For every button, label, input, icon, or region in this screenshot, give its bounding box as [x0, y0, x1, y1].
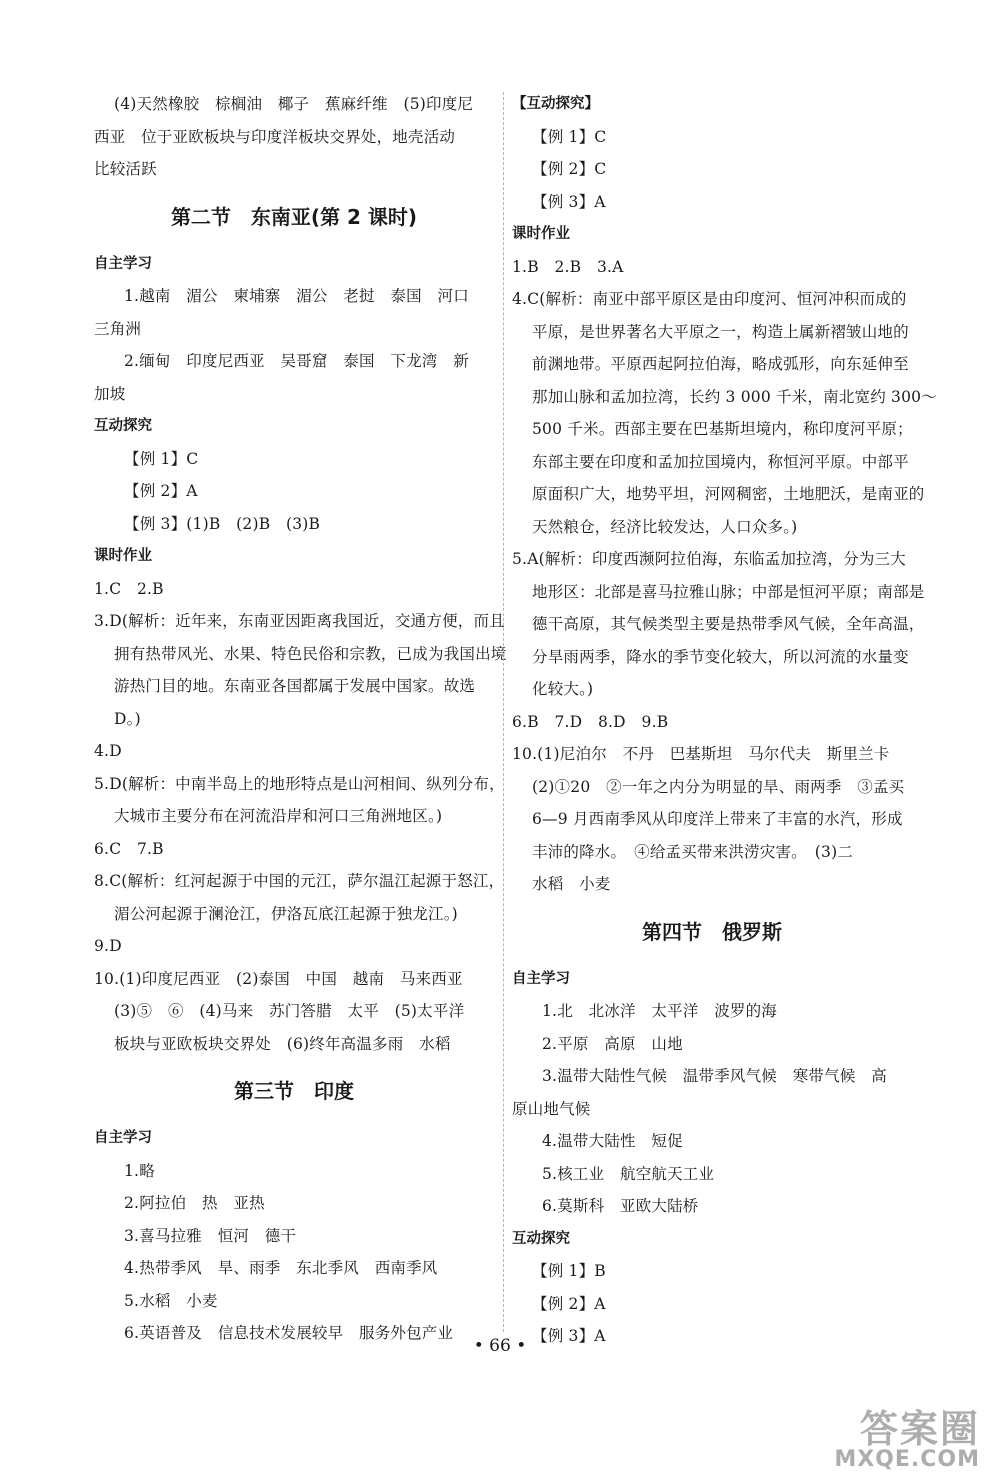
text-line: 天然粮仓，经济比较发达，人口众多。)	[532, 517, 798, 536]
text-line: 3.喜马拉雅 恒河 德干	[124, 1226, 297, 1245]
watermark-bottom: MXQE.COM	[834, 1447, 980, 1472]
text-line: 1.北 北冰洋 太平洋 波罗的海	[542, 1002, 777, 1020]
text-line: 6.英语普及 信息技术发展较早 服务外包产业	[124, 1324, 454, 1342]
text-line: 西亚 位于亚欧板块与印度洋板块交界处，地壳活动	[94, 127, 456, 146]
text-line: 【例 3】A	[532, 192, 606, 211]
text-line: 原面积广大，地势平坦，河网稠密，土地肥沃，是南亚的	[532, 485, 925, 503]
text-line: 分旱雨两季，降水的季节变化较大，所以河流的水量变	[532, 647, 909, 666]
watermark-top: 答案圈	[859, 1407, 980, 1451]
text-line: 4.温带大陆性 短促	[542, 1132, 683, 1150]
text-line: D。)	[114, 709, 141, 728]
column-divider	[503, 92, 504, 1332]
subsection-heading: 互动探究	[512, 1230, 570, 1247]
text-line: 1.略	[124, 1161, 155, 1180]
page-number: • 66 •	[473, 1336, 527, 1356]
text-line: 【例 1】B	[532, 1262, 606, 1280]
text-line: (2)①20 ②一年之内分为明显的旱、雨两季 ③孟买	[532, 777, 905, 796]
text-line: 2.缅甸 印度尼西亚 吴哥窟 泰国 下龙湾 新	[124, 352, 469, 370]
text-line: 【例 1】C	[124, 449, 199, 468]
text-line: 6.莫斯科 亚欧大陆桥	[542, 1197, 699, 1215]
text-line: 丰沛的降水。 ④给孟买带来洪涝灾害。 (3)二	[532, 842, 854, 861]
text-line: 2.平原 高原 山地	[542, 1034, 683, 1053]
text-line: 5.A(解析：印度西濒阿拉伯海，东临孟加拉湾，分为三大	[512, 550, 906, 568]
text-line: 加坡	[94, 384, 126, 403]
text-line: (3)⑤ ⑥ (4)马来 苏门答腊 太平 (5)太平洋	[114, 1002, 465, 1020]
subsection-heading: 自主学习	[94, 255, 152, 272]
section-title: 第二节 东南亚(第 2 课时)	[170, 204, 418, 229]
text-line: 6—9 月西南季风从印度洋上带来了丰富的水汽，形成	[532, 810, 903, 828]
text-line: 比较活跃	[94, 160, 157, 178]
text-line: 500 千米。西部主要在巴基斯坦境内，称印度河平原；	[532, 420, 913, 438]
text-line: 平原，是世界著名大平原之一，构造上属新褶皱山地的	[532, 322, 909, 341]
text-line: 大城市主要分布在河流沿岸和河口三角洲地区。)	[114, 807, 443, 825]
text-line: 9.D	[94, 937, 122, 955]
text-line: 10.(1)尼泊尔 不丹 巴基斯坦 马尔代夫 斯里兰卡	[512, 745, 890, 763]
subsection-heading: 【互动探究】	[512, 96, 599, 112]
text-line: 水稻 小麦	[532, 875, 611, 893]
text-line: 1.B 2.B 3.A	[512, 257, 624, 276]
subsection-heading: 课时作业	[94, 548, 152, 564]
text-line: 4.C(解析：南亚中部平原区是由印度河、恒河冲积而成的	[512, 290, 907, 308]
text-line: 拥有热带风光、水果、特色民俗和宗教，已成为我国出境	[114, 644, 507, 663]
text-line: 4.D	[94, 742, 122, 760]
text-line: 【例 3】A	[532, 1327, 606, 1345]
text-line: 5.D(解析：中南半岛上的地形特点是山河相间、纵列分布，	[94, 774, 505, 793]
text-line: 1.越南 湄公 柬埔寨 湄公 老挝 泰国 河口	[124, 287, 469, 305]
text-line: 3.温带大陆性气候 温带季风气候 寒带气候 高	[542, 1067, 887, 1085]
text-line: 【例 2】A	[532, 1294, 606, 1313]
text-line: 德干高原，其气候类型主要是热带季风气候，全年高温，	[532, 615, 925, 633]
section-title: 第四节 俄罗斯	[642, 919, 782, 944]
text-line: 4.热带季风 旱、雨季 东北季风 西南季风	[124, 1259, 438, 1277]
text-line: 湄公河起源于澜沧江，伊洛瓦底江起源于独龙江。)	[114, 904, 458, 923]
text-line: 10.(1)印度尼西亚 (2)泰国 中国 越南 马来西亚	[94, 969, 463, 988]
text-line: 游热门目的地。东南亚各国都属于发展中国家。故选	[114, 677, 476, 695]
left-column	[94, 88, 507, 1350]
subsection-heading: 课时作业	[512, 226, 570, 242]
text-line: 6.B 7.D 8.D 9.B	[512, 712, 669, 731]
text-line: 【例 1】C	[532, 127, 607, 146]
text-line: 板块与亚欧板块交界处 (6)终年高温多雨 水稻	[114, 1034, 451, 1053]
subsection-heading: 自主学习	[512, 970, 570, 987]
text-line: (4)天然橡胶 棕榈油 椰子 蕉麻纤维 (5)印度尼	[114, 95, 474, 113]
text-line: 6.C 7.B	[94, 839, 164, 858]
text-line: 3.D(解析：近年来，东南亚因距离我国近，交通方便，而且	[94, 612, 505, 630]
text-line: 那加山脉和孟加拉湾，长约 3 000 千米，南北宽约 300～	[532, 387, 937, 406]
text-line: 东部主要在印度和孟加拉国境内，称恒河平原。中部平	[532, 452, 909, 471]
subsection-heading: 自主学习	[94, 1130, 152, 1146]
text-line: 5.核工业 航空航天工业	[542, 1164, 715, 1183]
text-line: 原山地气候	[512, 1099, 591, 1118]
text-line: 地形区：北部是喜马拉雅山脉；中部是恒河平原；南部是	[532, 582, 925, 601]
text-line: 5.水稻 小麦	[124, 1291, 218, 1310]
text-line: 【例 2】C	[532, 160, 607, 178]
right-column	[512, 88, 937, 1353]
text-line: 三角洲	[94, 319, 142, 338]
text-line: 1.C 2.B	[94, 579, 164, 598]
text-line: 2.阿拉伯 热 亚热	[124, 1194, 265, 1212]
text-line: 【例 2】A	[124, 482, 198, 500]
text-line: 【例 3】(1)B (2)B (3)B	[124, 514, 321, 533]
subsection-heading: 互动探究	[94, 418, 152, 434]
text-line: 8.C(解析：红河起源于中国的元江，萨尔温江起源于怒江，	[94, 872, 505, 890]
text-line: 前渊地带。平原西起阿拉伯海，略成弧形，向东延伸至	[532, 355, 909, 373]
text-line: 化较大。)	[532, 680, 594, 698]
section-title: 第三节 印度	[234, 1079, 354, 1103]
